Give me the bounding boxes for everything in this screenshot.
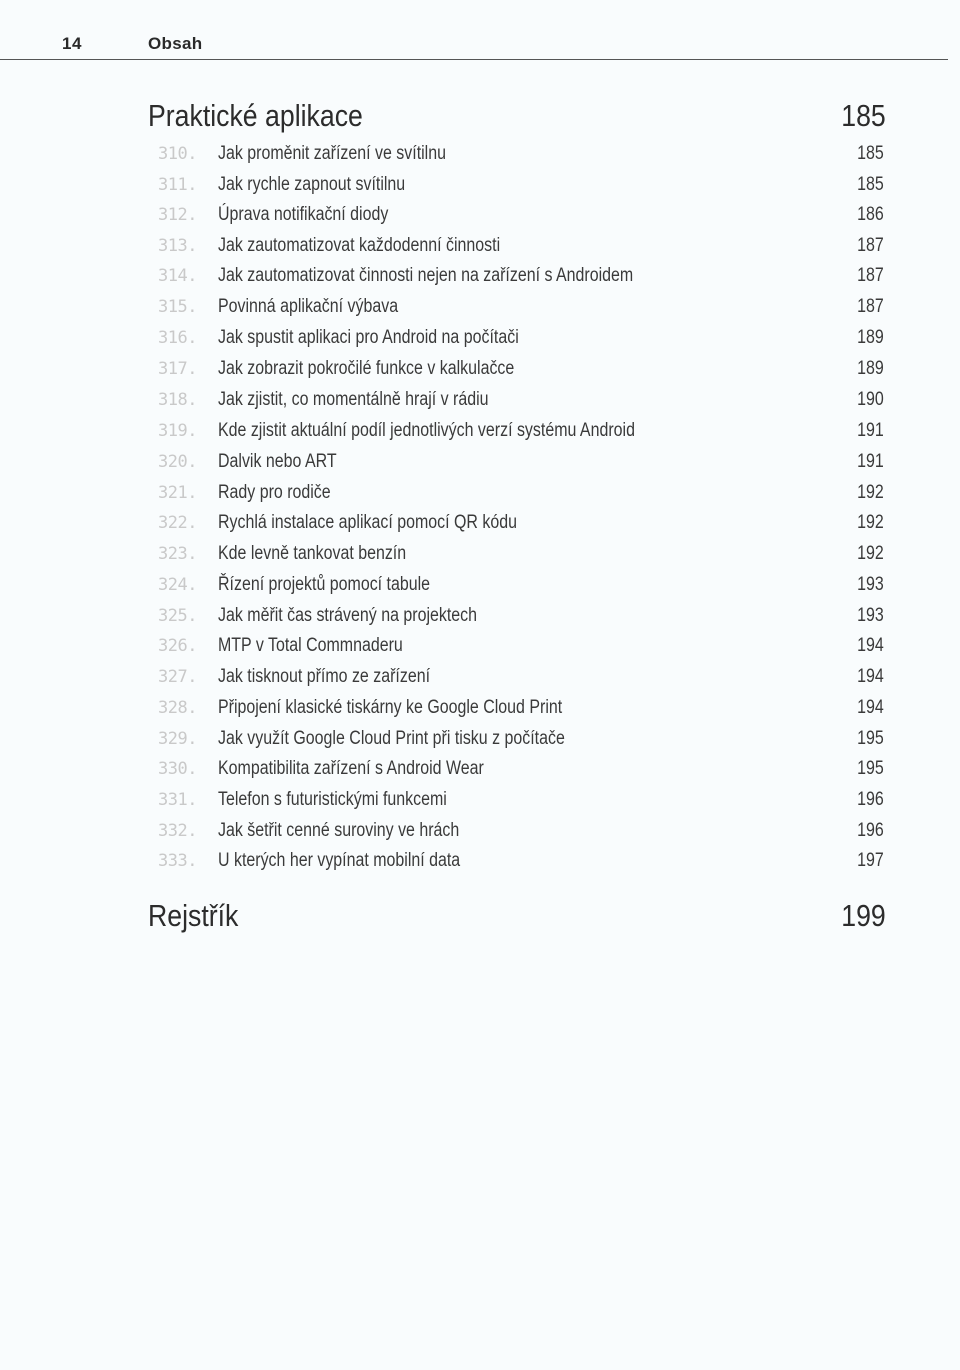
entry-number: 313. [158,236,197,256]
toc-entry[interactable] [158,759,884,787]
entry-number: 319. [158,421,197,441]
entry-page-number: 194 [857,697,884,718]
entry-number: 318. [158,390,197,410]
entry-title: Jak rychle zapnout svítilnu [218,174,406,195]
entry-title: Kompatibilita zařízení s Android Wear [218,758,484,779]
toc-entry[interactable] [158,144,884,172]
toc-entry[interactable] [158,359,884,387]
toc-entry[interactable] [158,390,884,418]
toc-entry[interactable] [158,297,884,325]
entry-page-number: 195 [857,758,884,779]
entry-page-number: 192 [857,543,884,564]
entry-page-number: 191 [857,451,884,472]
entry-number: 333. [158,851,197,871]
toc-entry[interactable] [158,851,884,879]
chapter-page-number: 185 [841,98,886,133]
section-name: Obsah [148,34,203,53]
entry-title: Kde levně tankovat benzín [218,543,407,564]
toc-entry[interactable] [158,175,884,203]
entry-number: 331. [158,790,197,810]
entry-title: Kde zjistit aktuální podíl jednotlivých verzí systému Android [218,420,635,441]
entry-page-number: 185 [857,143,884,164]
entry-title: Připojení klasické tiskárny ke Google Cloud Print [218,697,563,718]
toc-entry[interactable] [158,606,884,634]
toc-entry[interactable] [158,421,884,449]
entry-number: 316. [158,328,197,348]
entry-number: 320. [158,452,197,472]
toc-entry[interactable] [158,544,884,572]
index-title: Rejstřík [148,898,239,933]
entry-page-number: 195 [857,728,884,749]
entry-title: Jak měřit čas strávený na projektech [218,605,478,626]
entry-page-number: 185 [857,174,884,195]
entry-page-number: 196 [857,789,884,810]
entry-title: Řízení projektů pomocí tabule [218,574,431,595]
entry-page-number: 186 [857,204,884,225]
toc-entry[interactable] [158,452,884,480]
entry-page-number: 194 [857,666,884,687]
entry-page-number: 189 [857,327,884,348]
entry-number: 321. [158,483,197,503]
entry-number: 327. [158,667,197,687]
entry-number: 315. [158,297,197,317]
entry-page-number: 190 [857,389,884,410]
toc-entry[interactable] [158,513,884,541]
entry-number: 322. [158,513,197,533]
toc-entry[interactable] [158,821,884,849]
entry-title: Jak tisknout přímo ze zařízení [218,666,431,687]
toc-entry[interactable] [158,729,884,757]
entry-number: 329. [158,729,197,749]
toc-entry[interactable] [158,790,884,818]
entry-page-number: 192 [857,482,884,503]
entry-title: Dalvik nebo ART [218,451,337,472]
entry-title: Povinná aplikační výbava [218,296,399,317]
entry-number: 310. [158,144,197,164]
entry-title: Úprava notifikační diody [218,204,389,225]
running-head [0,0,960,62]
entry-title: U kterých her vypínat mobilní data [218,850,461,871]
entry-number: 330. [158,759,197,779]
toc-entry[interactable] [158,328,884,356]
entry-number: 312. [158,205,197,225]
toc-entry[interactable] [158,483,884,511]
toc-entry[interactable] [158,698,884,726]
entry-page-number: 191 [857,420,884,441]
entry-page-number: 196 [857,820,884,841]
toc-entry[interactable] [158,667,884,695]
entry-title: Jak šetřit cenné suroviny ve hrách [218,820,460,841]
entry-page-number: 187 [857,235,884,256]
entry-number: 323. [158,544,197,564]
toc-entry[interactable] [158,636,884,664]
entry-page-number: 194 [857,635,884,656]
toc-entry[interactable] [158,575,884,603]
entry-page-number: 187 [857,265,884,286]
chapter-heading[interactable] [148,98,886,138]
index-heading[interactable] [148,898,886,938]
entry-title: Jak využít Google Cloud Print při tisku z počítače [218,728,565,749]
entry-page-number: 187 [857,296,884,317]
entry-number: 325. [158,606,197,626]
entry-title: Telefon s futuristickými funkcemi [218,789,447,810]
entry-title: Jak zautomatizovat každodenní činnosti [218,235,501,256]
index-page-number: 199 [841,898,886,933]
entry-title: Jak spustit aplikaci pro Android na počítači [218,327,519,348]
entry-page-number: 193 [857,574,884,595]
entry-title: Jak zobrazit pokročilé funkce v kalkulačce [218,358,515,379]
header-rule [0,59,948,60]
entry-number: 311. [158,175,197,195]
page-number: 14 [62,34,82,53]
entry-title: Rady pro rodiče [218,482,331,503]
entry-number: 314. [158,266,197,286]
entry-page-number: 197 [857,850,884,871]
toc-entry[interactable] [158,205,884,233]
chapter-title: Praktické aplikace [148,98,363,133]
entry-title: Rychlá instalace aplikací pomocí QR kódu [218,512,517,533]
entry-title: Jak zautomatizovat činnosti nejen na zařízení s Androidem [218,265,634,286]
entry-title: MTP v Total Commnaderu [218,635,403,656]
entry-number: 324. [158,575,197,595]
toc-entry[interactable] [158,266,884,294]
entry-number: 332. [158,821,197,841]
entry-page-number: 193 [857,605,884,626]
entry-number: 326. [158,636,197,656]
entry-number: 317. [158,359,197,379]
entry-page-number: 189 [857,358,884,379]
entry-title: Jak proměnit zařízení ve svítilnu [218,143,446,164]
entry-title: Jak zjistit, co momentálně hrají v rádiu [218,389,489,410]
entry-number: 328. [158,698,197,718]
toc-entry[interactable] [158,236,884,264]
entry-page-number: 192 [857,512,884,533]
